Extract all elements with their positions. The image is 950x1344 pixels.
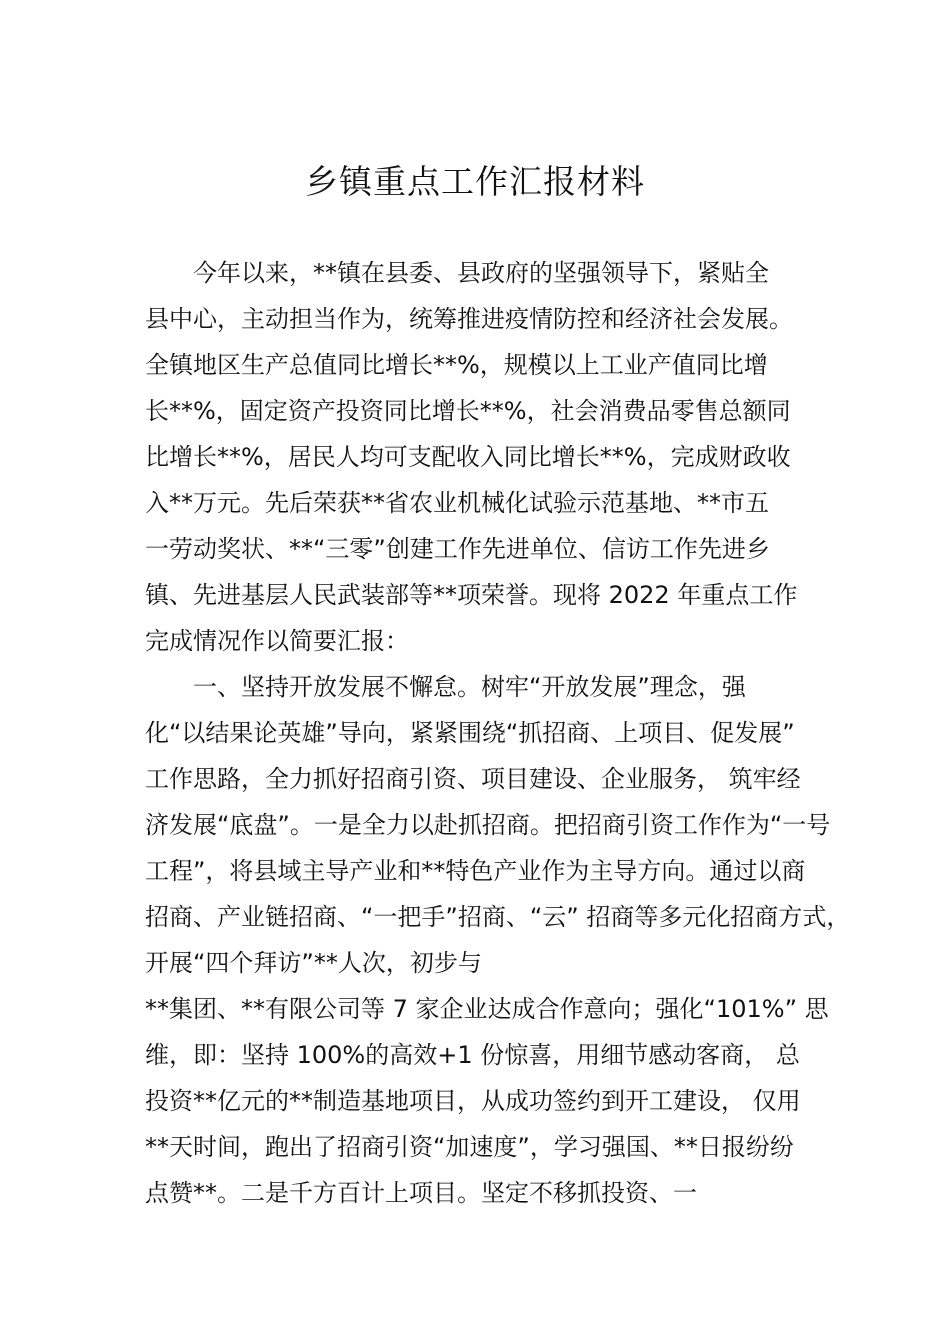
document-body bbox=[145, 250, 851, 1216]
paragraph-line: 全镇地区生产总值同比增长**%，规模以上工业产值同比增 bbox=[145, 351, 768, 379]
paragraph-line: 化“以结果论英雄”导向，紧紧围绕“抓招商、上项目、促发展” bbox=[145, 719, 795, 747]
paragraph-line: 维，即：坚持 100%的高效+1 份惊喜，用细节感动客商， 总 bbox=[145, 1041, 800, 1069]
paragraph-line: 一、坚持开放发展不懈怠。树牢“开放发展”理念，强 bbox=[193, 673, 746, 701]
paragraph-line: 入**万元。先后荣获**省农业机械化试验示范基地、**市五 bbox=[145, 489, 769, 517]
paragraph-line: 开展“四个拜访”**人次，初步与 bbox=[145, 949, 482, 977]
paragraph-line: 一劳动奖状、**“三零”创建工作先进单位、信访工作先进乡 bbox=[145, 535, 770, 563]
paragraph-line: 长**%，固定资产投资同比增长**%，社会消费品零售总额同 bbox=[145, 397, 791, 425]
paragraph-line: 工作思路，全力抓好招商引资、项目建设、企业服务， 筑牢经 bbox=[145, 765, 801, 793]
paragraph-line: 点赞**。二是千方百计上项目。坚定不移抓投资、一 bbox=[145, 1179, 697, 1207]
paragraph-line: 比增长**%，居民人均可支配收入同比增长**%，完成财政收 bbox=[145, 443, 791, 471]
paragraph-line: 完成情况作以简要汇报： bbox=[145, 627, 409, 655]
paragraph-line: 招商、产业链招商、“一把手”招商、“云” 招商等多元化招商方式， bbox=[145, 903, 851, 931]
paragraph-line: 工程”，将县域主导产业和**特色产业作为主导方向。通过以商 bbox=[145, 857, 806, 885]
document-title: 乡镇重点工作汇报材料 bbox=[305, 162, 645, 201]
paragraph-line: 镇、先进基层人民武装部等**项荣誉。现将 2022 年重点工作 bbox=[145, 581, 798, 609]
paragraph-line: 济发展“底盘”。一是全力以赴抓招商。把招商引资工作作为“一号 bbox=[145, 811, 831, 839]
paragraph-line: 县中心，主动担当作为，统筹推进疫情防控和经济社会发展。 bbox=[145, 305, 793, 333]
paragraph-line: 今年以来，**镇在县委、县政府的坚强领导下，紧贴全 bbox=[193, 259, 769, 287]
paragraph-line: 投资**亿元的**制造基地项目，从成功签约到开工建设， 仅用 bbox=[145, 1087, 801, 1115]
paragraph-line: **天时间，跑出了招商引资“加速度”，学习强国、**日报纷纷 bbox=[145, 1133, 794, 1161]
paragraph-line: **集团、**有限公司等 7 家企业达成合作意向；强化“101%” 思 bbox=[145, 995, 829, 1023]
